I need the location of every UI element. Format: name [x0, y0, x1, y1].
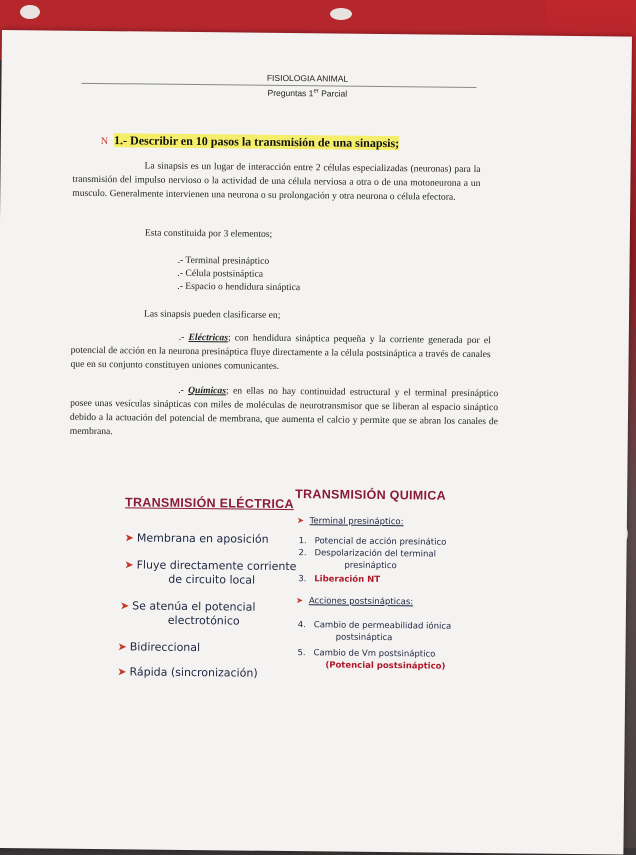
- arrow-icon: ➤: [124, 531, 134, 545]
- question-heading: [101, 133, 400, 151]
- electric-item-text: Se atenúa el potencial: [132, 599, 256, 614]
- subtitle-sup: er: [313, 88, 319, 95]
- electric-item-text: Membrana en aposición: [136, 531, 269, 546]
- electric-term: Eléctricas: [188, 331, 229, 344]
- element-item: .- Célula postsináptica: [177, 267, 264, 280]
- subtitle-end: Parcial: [318, 88, 348, 99]
- step-item: [298, 547, 436, 560]
- chemical-term: Químicas: [188, 384, 227, 397]
- element-item: .- Espacio o hendidura sináptica: [177, 280, 301, 294]
- margin-mark: N: [100, 136, 109, 148]
- actions-heading: [296, 595, 413, 608]
- step-number: 1.: [298, 536, 307, 547]
- chemical-text: ; en ellas no hay continuidad estructural y el terminal presináptico posee unas vesículas sinápticas con miles de moléculas de neurotransmisor que se liberan al espacio sináptico debido a la actuación del potencial de membrana, que aumenta el calcio y permite que se abran los canales de membrana.: [69, 385, 499, 438]
- electric-item-text: Bidireccional: [129, 640, 201, 655]
- step-text: Potencial de acción presinático: [314, 536, 447, 548]
- step-text: Liberación NT: [314, 574, 381, 585]
- step-text: Cambio de Vm postsináptico: [313, 648, 436, 660]
- electric-item: [117, 665, 258, 680]
- chemical-column-title: TRANSMISIÓN QUIMICA: [295, 487, 447, 503]
- arrow-icon: ➤: [117, 640, 127, 654]
- electric-item: [125, 531, 269, 547]
- terminal-heading: [297, 515, 404, 528]
- classify-intro: Las sinapsis pueden clasificarse en;: [143, 308, 281, 321]
- electric-item-text: Rápida (sincronización): [129, 665, 258, 680]
- electric-text: ; con hendidura sináptica pequeña y la corriente generada por el potencial de acción en la neurona presináptica fluye directamente a la célula postsináptica a través de canales que en su conjunto constituyen uniones comunicantes.: [70, 332, 491, 372]
- step-number: 3.: [298, 574, 307, 585]
- element-item: .- Terminal presináptico: [177, 254, 270, 267]
- subtitle-text: Preguntas 1: [267, 87, 314, 99]
- elements-intro: Esta constituida por 3 elementos;: [144, 227, 273, 240]
- electric-item: [117, 640, 200, 655]
- document-page: [0, 30, 632, 855]
- step-item-cont: presináptico: [344, 560, 397, 572]
- step-text: Cambio de permeabilidad iónica: [313, 620, 452, 632]
- chemical-prefix: .-: [178, 384, 189, 396]
- intro-paragraph: La sinapsis es un lugar de interacción entre 2 células especializadas (neuronas) para la transmisión del impulso nervioso o la actividad de una célula nerviosa a otra o de una motoneurona a un musculo. Generalmente intervienen una neurona o su prolongación y otra neurona o célula efectora.: [72, 160, 481, 203]
- header-subtitle: [237, 87, 377, 98]
- step-item: [298, 619, 452, 633]
- step-item-cont: (Potencial postsináptico): [325, 660, 446, 672]
- arrow-icon: ➤: [119, 599, 130, 613]
- question-title: 1.- Describir en 10 pasos la transmisión de una sinapsis;: [114, 133, 400, 151]
- electric-item-text: Fluye directamente corriente: [136, 558, 297, 574]
- step-number: 2.: [298, 548, 307, 559]
- electric-prefix: .-: [178, 331, 189, 343]
- step-item-cont: postsináptica: [335, 632, 393, 644]
- arrow-icon: ➤: [296, 516, 305, 527]
- electric-item-cont: electrotónico: [167, 613, 240, 628]
- course-title: FISIOLOGIA ANIMAL: [266, 72, 349, 84]
- step-item: [298, 573, 380, 586]
- terminal-label: Terminal presináptico:: [309, 516, 404, 528]
- actions-label: Acciones postsinápticas:: [308, 596, 414, 608]
- fabric-dot: [330, 8, 352, 20]
- arrow-icon: ➤: [117, 665, 127, 679]
- electric-item-cont: de circuito local: [168, 572, 256, 587]
- electric-paragraph: [70, 330, 490, 376]
- fabric-dot: [20, 5, 40, 19]
- electric-item: [124, 558, 296, 574]
- chemical-paragraph: [70, 383, 499, 443]
- electric-item: [120, 599, 256, 614]
- electric-column-title: TRANSMISIÓN ELÉCTRICA: [124, 495, 294, 512]
- arrow-icon: ➤: [124, 558, 134, 572]
- step-number: 5.: [297, 648, 306, 659]
- step-number: 4.: [297, 620, 306, 631]
- step-text: Despolarización del terminal: [314, 548, 437, 560]
- arrow-icon: ➤: [295, 596, 304, 607]
- step-item: [297, 647, 435, 660]
